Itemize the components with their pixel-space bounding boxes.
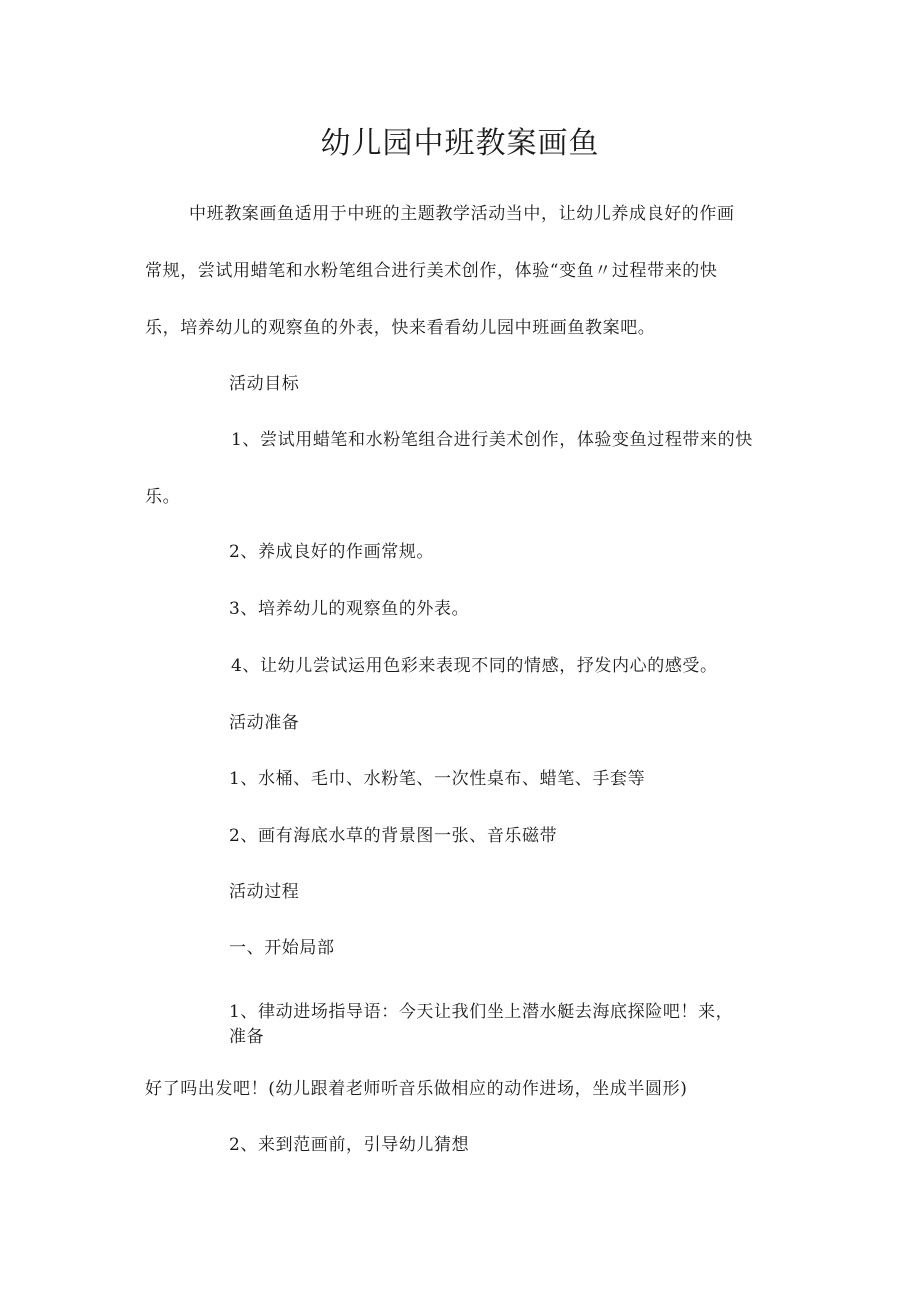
page-title: 幼儿园中班教案画鱼 — [320, 126, 600, 161]
prep-item-1: 1、水桶、毛巾、水粉笔、一次性桌布、蜡笔、手套等 — [229, 769, 646, 789]
goal-2: 2、养成良好的作画常规。 — [229, 542, 435, 562]
goals-heading: 活动目标 — [229, 374, 300, 394]
process-part-1: 一、开始局部 — [229, 938, 335, 958]
process-step-1-line-3: 好了吗出发吧！(幼儿跟着老师听音乐做相应的动作进场，坐成半圆形) — [145, 1079, 688, 1099]
process-step-1-line-1: 1、律动进场指导语：今天让我们坐上潜水艇去海底探险吧！来， — [229, 1002, 734, 1022]
intro-line-2: 常规，尝试用蜡笔和水粉笔组合进行美术创作，体验“变鱼〃过程带来的快 — [145, 261, 718, 281]
goal-1-line-1: 1、尝试用蜡笔和水粉笔组合进行美术创作，体验变鱼过程带来的快 — [231, 430, 753, 450]
prep-item-2: 2、画有海底水草的背景图一张、音乐磁带 — [229, 826, 558, 846]
goal-3: 3、培养幼儿的观察鱼的外表。 — [229, 599, 470, 619]
goal-4: 4、让幼儿尝试运用色彩来表现不同的情感，抒发内心的感受。 — [231, 656, 718, 676]
goal-1-line-2: 乐。 — [145, 487, 181, 507]
intro-line-3: 乐，培养幼儿的观察鱼的外表，快来看看幼儿园中班画鱼教案吧。 — [145, 318, 656, 338]
process-step-1-line-2: 准备 — [229, 1027, 265, 1047]
prep-heading: 活动准备 — [229, 713, 300, 733]
intro-line-1: 中班教案画鱼适用于中班的主题教学活动当中，让幼儿养成良好的作画 — [189, 204, 735, 224]
process-heading: 活动过程 — [229, 882, 300, 902]
process-step-2: 2、来到范画前，引导幼儿猜想 — [229, 1135, 470, 1155]
